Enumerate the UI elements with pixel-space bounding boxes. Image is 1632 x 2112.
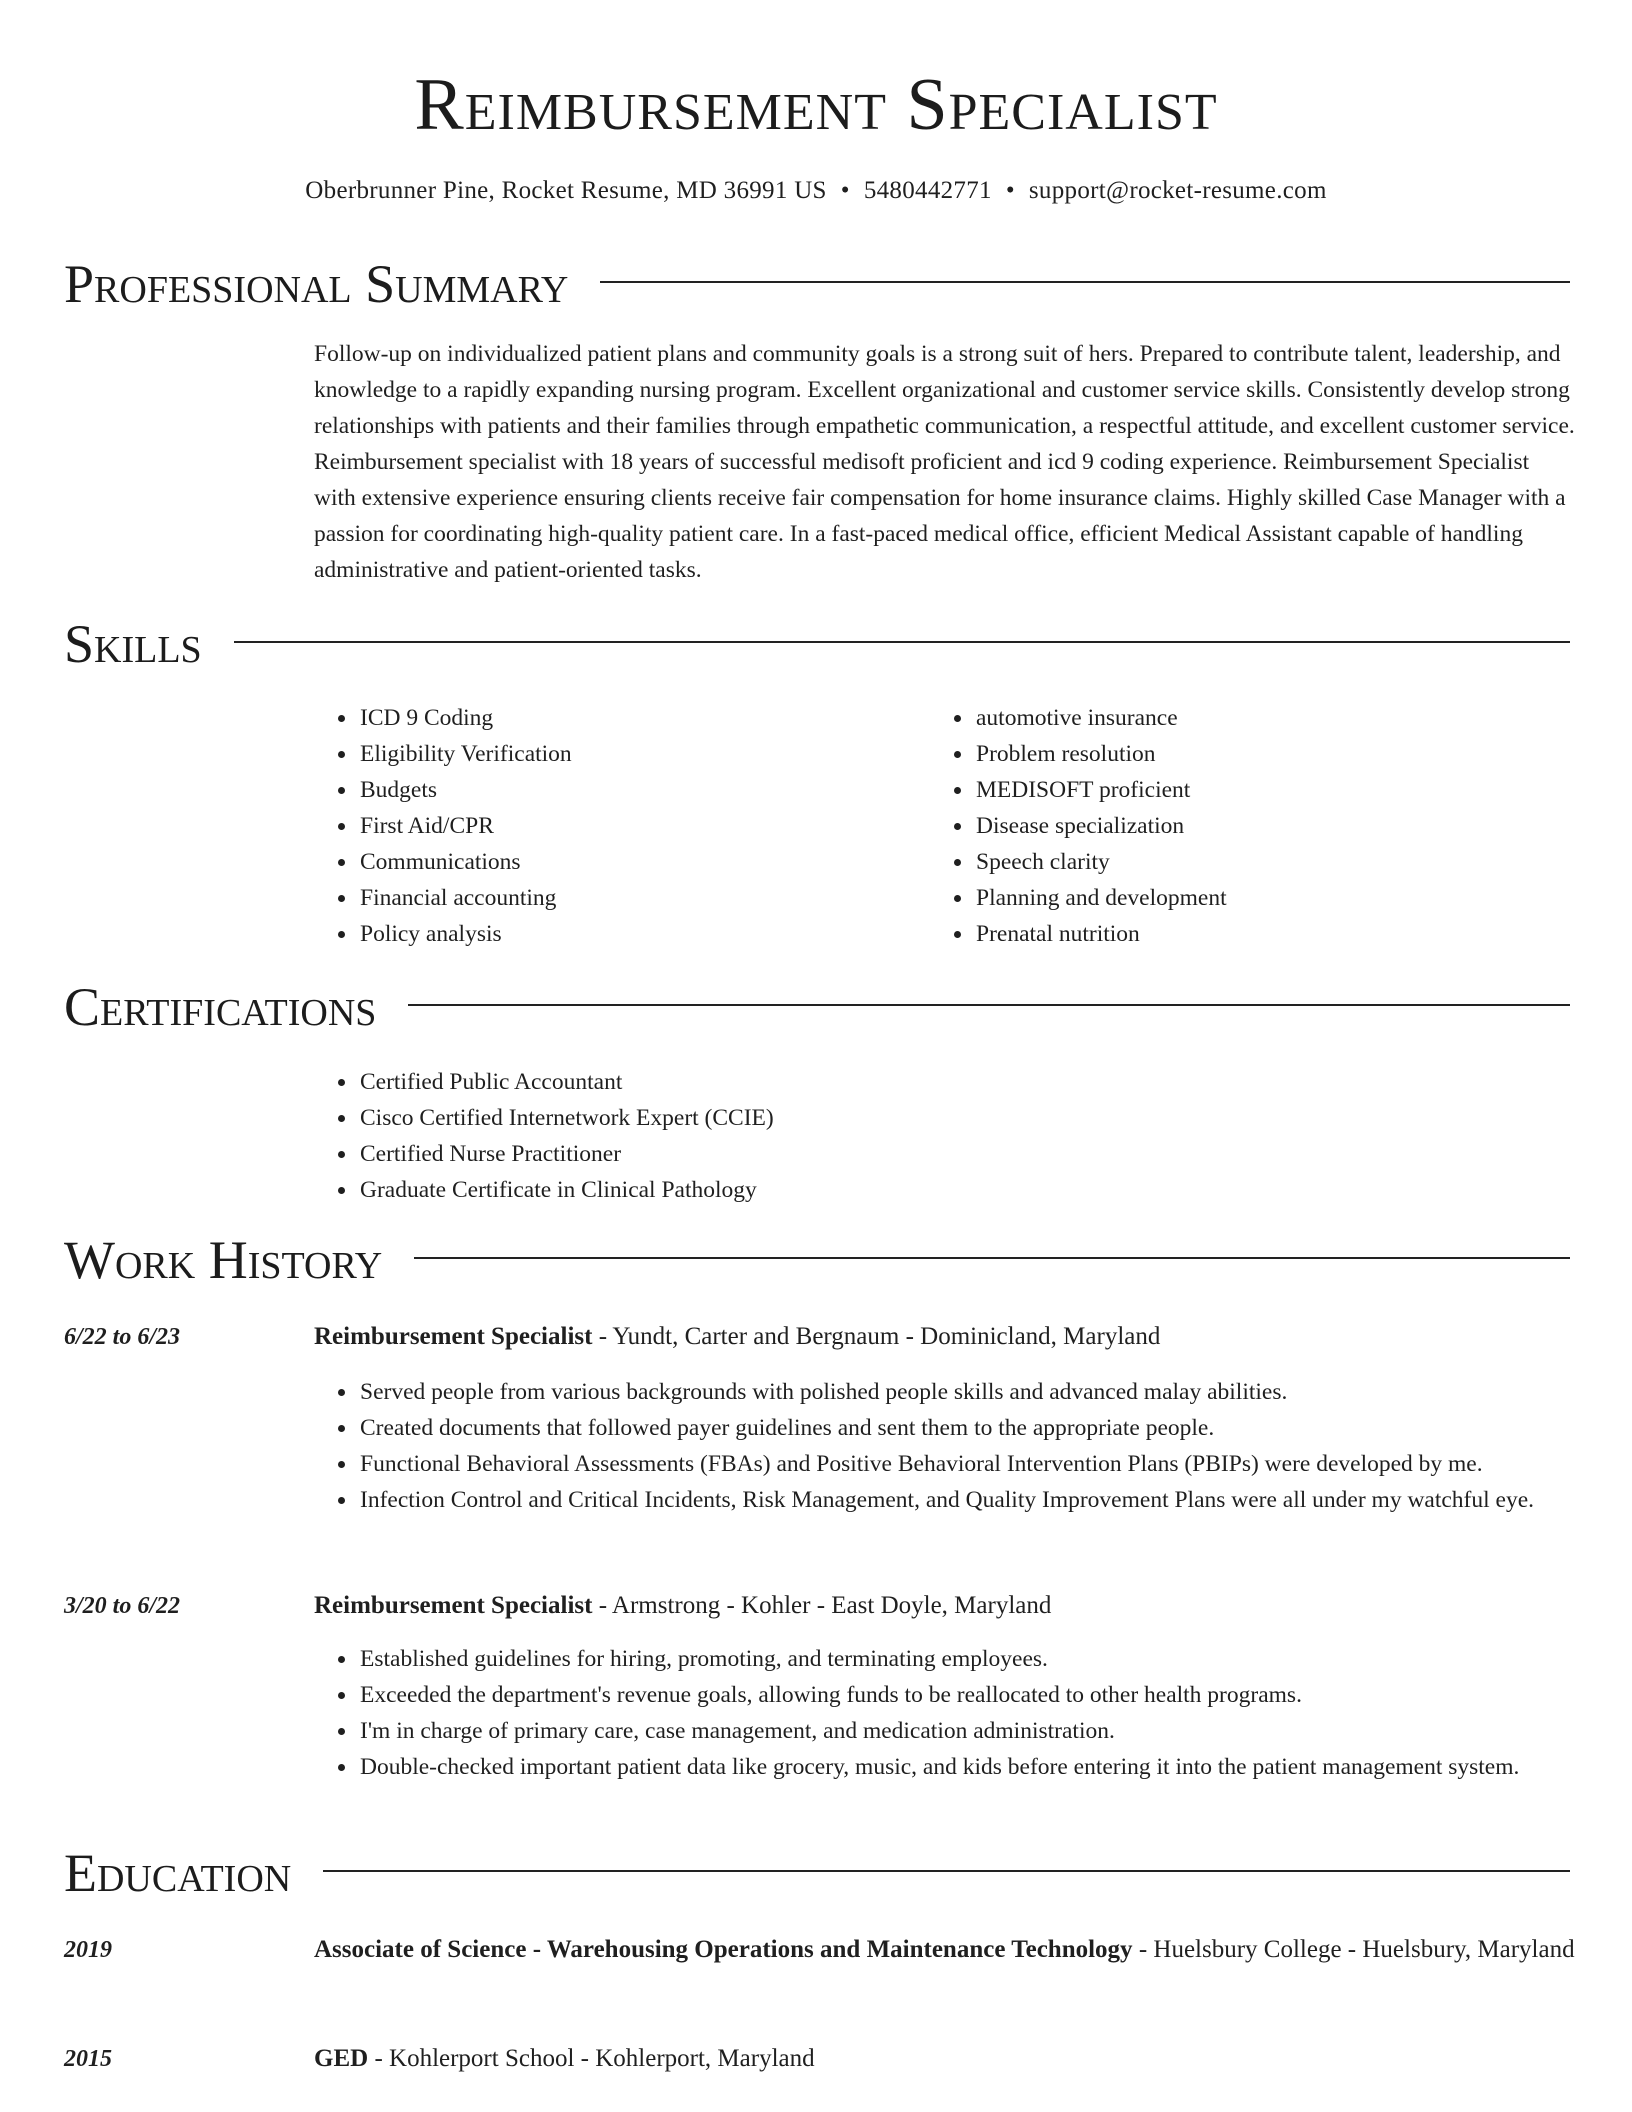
job-role: Reimbursement Specialist [314,1592,593,1619]
education-year: 2019 [64,1937,112,1963]
job-bullet: • Established guidelines for hiring, promoting, and terminating employees. [358,1641,1576,1677]
skill-item: • Eligibility Verification [358,736,874,772]
job-bullets [314,1374,1576,1518]
certifications-list [314,1064,1514,1208]
job-dates: 6/22 to 6/23 [64,1324,181,1350]
summary-text: Follow-up on individualized patient plans and community goals is a strong suit of hers. Prepared to contribute talent, leadership, and knowledge to a rapidly expanding nursing program. Excellent organizational and customer service skills. Consistently develop strong relationships with patients and their families through empathetic communication, a respectful attitude, and excellent customer service. Reimbursement specialist with 18 years of successful medisoft proficient and icd 9 coding experience. Reimbursement Specialist with extensive experience ensuring clients receive fair compensation for home insurance claims. Highly skilled Case Manager with a passion for coordinating high-quality patient care. In a fast-paced medical office, efficient Medical Assistant capable of handling administrative and patient-oriented tasks. [314,341,1575,583]
education-degree: Associate of Science - Warehousing Operations and Maintenance Technology [314,1936,1133,1963]
certification-item: • Certified Nurse Practitioner [358,1136,1514,1172]
skills-column-1 [314,700,874,952]
education-degree: GED [314,2045,369,2072]
skills-column-2 [930,700,1530,952]
summary-title: Professional Summary [64,254,569,314]
education-details: - Kohlerport School - Kohlerport, Maryland [368,2045,815,2072]
skill-item: • Financial accounting [358,880,874,916]
skill-item: • First Aid/CPR [358,808,874,844]
skill-item: • Communications [358,844,874,880]
contact-line [0,174,1632,208]
skill-item: • Disease specialization [974,808,1530,844]
job-title-line [314,1318,1576,1356]
certification-item: • Cisco Certified Internetwork Expert (CCIE) [358,1100,1514,1136]
skill-item: • Planning and development [974,880,1530,916]
job-details: - Armstrong - Kohler - East Doyle, Maryland [592,1592,1052,1619]
skill-item: • Budgets [358,772,874,808]
resume-name: Reimbursement Specialist [414,64,1218,146]
address: Oberbrunner Pine, Rocket Resume, MD 36991 US [305,177,827,204]
job-bullet: • Created documents that followed payer guidelines and sent them to the appropriate people. [358,1410,1576,1446]
section-rule [408,1004,1570,1006]
summary-header [64,252,1570,316]
education-entry [314,1931,1576,1969]
skill-item: • ICD 9 Coding [358,700,874,736]
education-title: Education [64,1843,292,1903]
certification-item: • Certified Public Accountant [358,1064,1514,1100]
work-history-title: Work History [64,1230,383,1290]
skill-item: • Prenatal nutrition [974,916,1530,952]
section-rule [234,641,1570,643]
job-title-line [314,1587,1576,1625]
skills-title: Skills [64,614,202,674]
skill-item: • MEDISOFT proficient [974,772,1530,808]
certifications-title: Certifications [64,977,377,1037]
email: support@rocket-resume.com [1028,177,1327,204]
certifications-header [64,975,1570,1039]
skill-item: • automotive insurance [974,700,1530,736]
job-details: - Yundt, Carter and Bergnaum - Dominicland, Maryland [592,1323,1161,1350]
skill-item: • Problem resolution [974,736,1530,772]
job-bullet: • Functional Behavioral Assessments (FBAs) and Positive Behavioral Intervention Plans (PBIPs) were developed by me. [358,1446,1576,1482]
section-rule [414,1257,1570,1259]
education-header [64,1841,1570,1905]
separator-2: • [1005,177,1015,204]
education-entry [314,2040,1576,2078]
job-bullet: • Double-checked important patient data like grocery, music, and kids before entering it into the patient management system. [358,1749,1576,1785]
job-bullet: • I'm in charge of primary care, case management, and medication administration. [358,1713,1576,1749]
work-history-header [64,1228,1570,1292]
education-details: - Huelsbury College - Huelsbury, Maryland [1132,1936,1575,1963]
section-rule [600,281,1570,283]
job-bullet: • Exceeded the department's revenue goals, allowing funds to be reallocated to other health programs. [358,1677,1576,1713]
job-bullet: • Served people from various backgrounds with polished people skills and advanced malay abilities. [358,1374,1576,1410]
job-role: Reimbursement Specialist [314,1323,593,1350]
skill-item: • Policy analysis [358,916,874,952]
separator-1: • [840,177,850,204]
certification-item: • Graduate Certificate in Clinical Pathology [358,1172,1514,1208]
phone: 5480442771 [863,177,992,204]
education-year: 2015 [64,2046,112,2072]
job-dates: 3/20 to 6/22 [64,1593,181,1619]
job-bullets [314,1641,1576,1785]
job-bullet: • Infection Control and Critical Incidents, Risk Management, and Quality Improvement Plans were all under my watchful eye. [358,1482,1576,1518]
skills-header [64,612,1570,676]
skill-item: • Speech clarity [974,844,1530,880]
section-rule [323,1870,1570,1872]
